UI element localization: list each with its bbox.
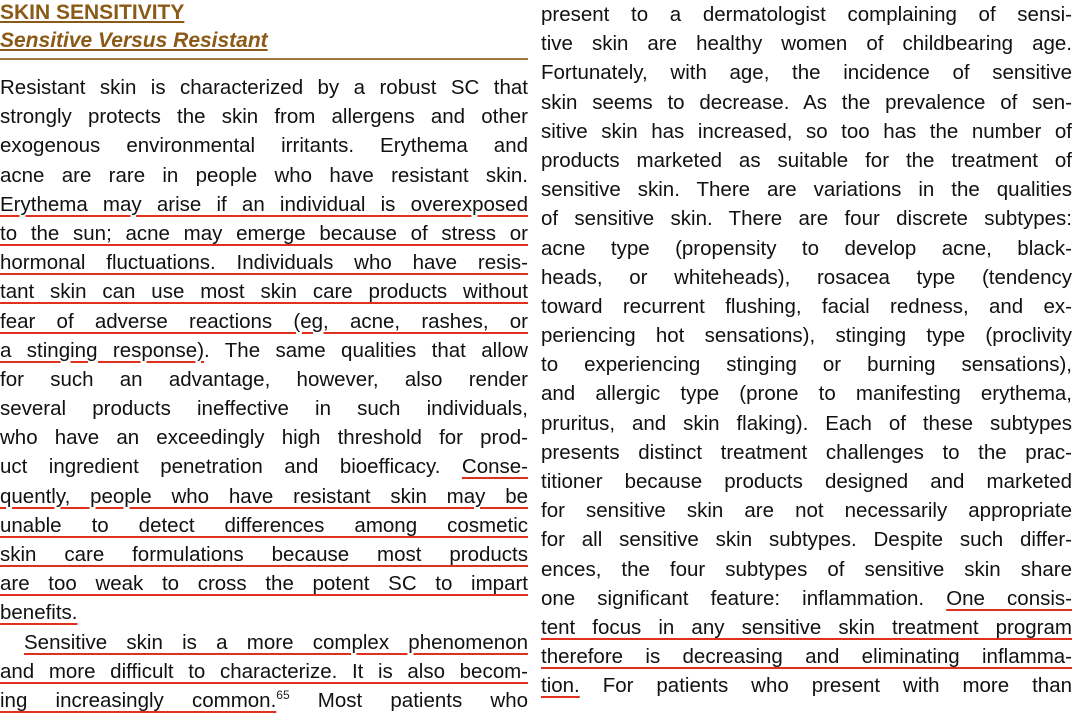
text-line — [0, 131, 528, 160]
text-segment: several products ineffective in such individuals, — [0, 397, 528, 421]
text-line — [0, 540, 528, 569]
text-line — [541, 29, 1072, 58]
underlined-text: tant skin can use most skin care products without — [0, 280, 528, 304]
text-segment: of sensitive skin. There are four discrete subtypes: — [541, 207, 1072, 231]
text-line — [541, 204, 1072, 233]
left-column — [0, 0, 528, 715]
underlined-text: skin care formulations because most products — [0, 543, 528, 566]
text-segment: Resistant skin is characterized by a robust SC that — [0, 76, 528, 99]
text-line — [541, 379, 1072, 408]
text-line — [541, 555, 1072, 584]
text-segment: sitive skin has increased, so too has the number of — [541, 119, 1072, 143]
text-line — [541, 467, 1072, 496]
underlined-text: and more difficult to characterize. It is also becom- — [0, 659, 528, 683]
text-segment: acne type (propensity to develop acne, black- — [541, 236, 1072, 260]
text-line — [0, 219, 528, 248]
underlined-text: ing increasingly common. — [0, 688, 277, 712]
text-line — [541, 671, 1072, 700]
text-line — [541, 496, 1072, 525]
text-line — [0, 248, 528, 277]
underlined-text: to the sun; acne may emerge because of stress or — [0, 221, 528, 245]
underlined-text: benefits. — [0, 601, 78, 625]
text-line — [0, 73, 528, 102]
text-segment: one significant feature: inflammation. — [541, 586, 947, 610]
text-line — [0, 686, 528, 715]
underlined-text: tion. — [541, 674, 580, 698]
underlined-text: Conse- — [461, 455, 528, 479]
text-line — [0, 307, 528, 336]
text-line — [0, 657, 528, 686]
section-title: SKIN SENSITIVITY — [0, 1, 185, 24]
text-segment: skin seems to decrease. As the prevalence of sen- — [541, 90, 1072, 114]
text-line — [0, 452, 528, 481]
underlined-text: unable to detect differences among cosmetic — [0, 513, 528, 537]
text-segment: for all sensitive skin subtypes. Despite such differ- — [541, 528, 1072, 552]
text-line — [541, 234, 1072, 263]
text-segment: present to a dermatologist complaining of sensi- — [541, 3, 1072, 26]
right-column-text — [541, 0, 1072, 701]
text-segment: Fortunately, with age, the incidence of sensitive — [541, 61, 1072, 85]
underlined-text: tent focus in any sensitive skin treatment program — [541, 615, 1072, 639]
text-line — [541, 321, 1072, 350]
text-line — [541, 175, 1072, 204]
text-segment: For patients who present with more than — [579, 674, 1072, 698]
text-segment: pruritus, and skin flaking). Each of these subtypes — [541, 411, 1072, 435]
text-line — [541, 438, 1072, 467]
text-line — [541, 584, 1072, 613]
text-segment: exogenous environmental irritants. Erythema and — [0, 134, 528, 158]
text-segment: tive skin are healthy women of childbearing age. — [541, 32, 1072, 56]
underlined-text: Erythema may arise if an individual is overexposed — [0, 192, 528, 216]
underlined-text: One consis- — [946, 586, 1072, 610]
citation-reference: 65 — [276, 688, 290, 703]
text-line — [0, 365, 528, 394]
text-line — [541, 58, 1072, 87]
underlined-text: fear of adverse reactions (eg, acne, rashes, or — [0, 309, 528, 333]
text-line — [541, 88, 1072, 117]
section-subtitle: Sensitive Versus Resistant — [0, 29, 268, 52]
text-line — [0, 423, 528, 452]
text-line — [0, 190, 528, 219]
text-segment: who have an exceedingly high threshold for prod- — [0, 426, 528, 450]
text-segment: and allergic type (prone to manifesting erythema, — [541, 382, 1072, 406]
text-line — [541, 292, 1072, 321]
underlined-text: hormonal fluctuations. Individuals who have resis- — [0, 251, 528, 275]
text-line — [0, 598, 528, 627]
text-segment: sensitive skin. There are variations in the qualities — [541, 178, 1072, 202]
text-line — [541, 350, 1072, 379]
underlined-text: a stinging response) — [0, 338, 205, 362]
text-segment: for such an advantage, however, also render — [0, 367, 528, 391]
text-line — [0, 336, 528, 365]
text-line — [0, 102, 528, 131]
text-segment: toward recurrent flushing, facial redness, and ex- — [541, 294, 1072, 318]
text-segment: periencing hot sensations), stinging type (proclivity — [541, 324, 1072, 348]
text-segment: heads, or whiteheads), rosacea type (tendency — [541, 265, 1072, 289]
text-segment: . The same qualities that allow — [204, 338, 528, 362]
text-line — [541, 0, 1072, 29]
heading-rule — [0, 58, 528, 60]
text-line — [0, 628, 528, 657]
text-segment: Most patients who — [289, 688, 528, 712]
text-segment: ences, the four subtypes of sensitive skin share — [541, 557, 1072, 581]
text-line — [541, 613, 1072, 642]
text-line — [541, 117, 1072, 146]
text-segment: presents distinct treatment challenges to the prac- — [541, 440, 1072, 464]
text-segment: products marketed as suitable for the treatment of — [541, 148, 1072, 172]
text-line — [0, 569, 528, 598]
text-line — [0, 394, 528, 423]
text-line — [541, 642, 1072, 671]
text-line — [0, 482, 528, 511]
text-line — [541, 409, 1072, 438]
underlined-text: quently, people who have resistant skin may be — [0, 484, 528, 508]
text-line — [0, 511, 528, 540]
left-column-text — [0, 73, 528, 715]
text-line — [541, 525, 1072, 554]
text-segment: strongly protects the skin from allergens and other — [0, 105, 528, 129]
text-segment: titioner because products designed and marketed — [541, 470, 1072, 493]
text-line — [541, 263, 1072, 292]
text-segment: uct ingredient penetration and bioefficacy. — [0, 455, 462, 479]
text-line — [541, 146, 1072, 175]
right-column — [541, 0, 1072, 701]
underlined-text: therefore is decreasing and eliminating inflamma- — [541, 645, 1072, 669]
text-line — [0, 161, 528, 190]
text-line — [0, 277, 528, 306]
underlined-text: are too weak to cross the potent SC to impart — [0, 572, 528, 596]
text-segment: for sensitive skin are not necessarily appropriate — [541, 499, 1072, 523]
text-segment: acne are rare in people who have resistant skin. — [0, 163, 528, 187]
underlined-text: Sensitive skin is a more complex phenomenon — [24, 630, 528, 654]
text-segment: to experiencing stinging or burning sensations), — [541, 353, 1072, 377]
